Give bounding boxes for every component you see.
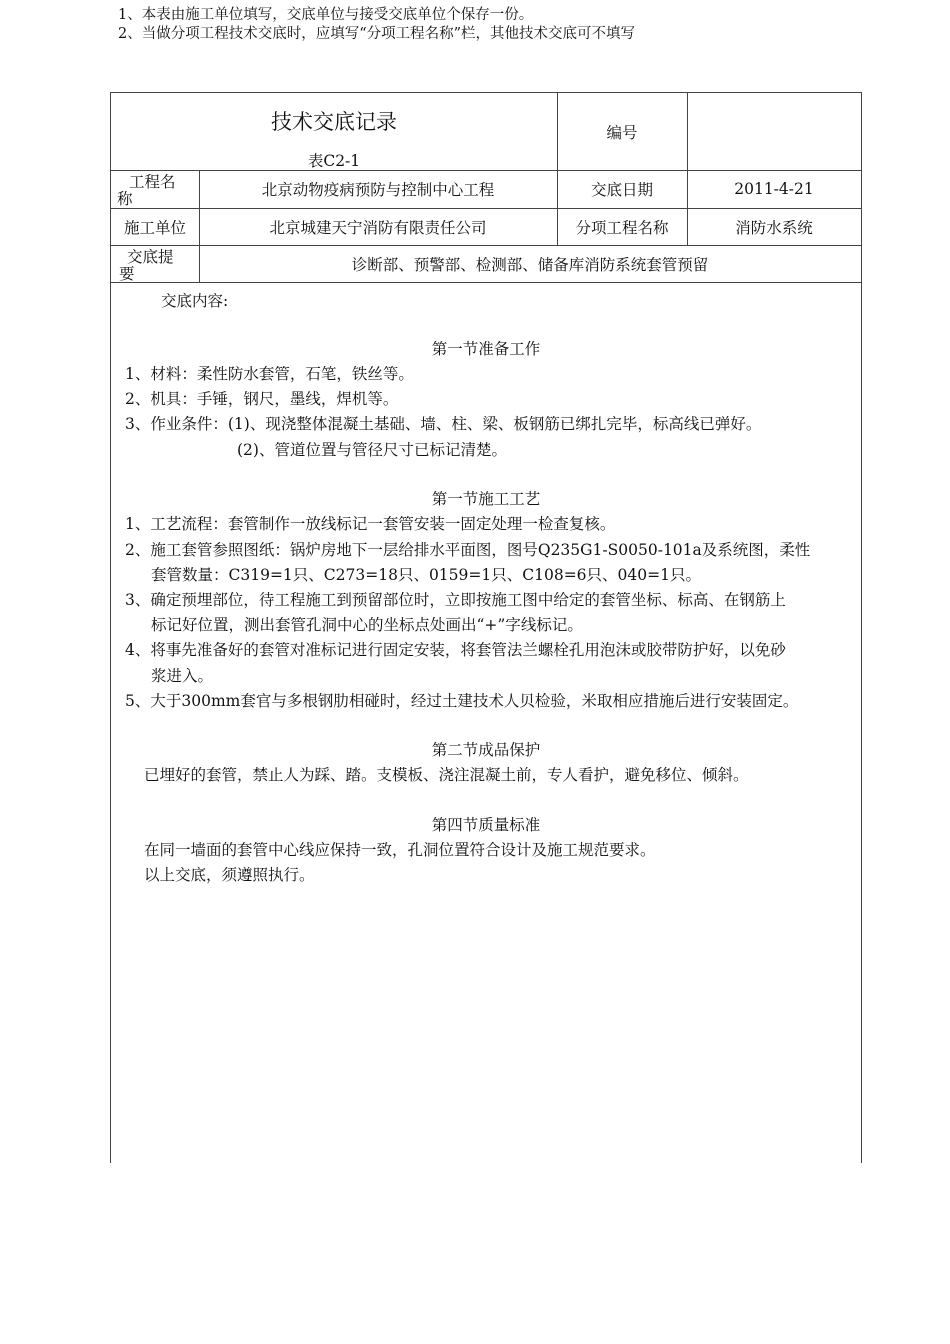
note-line-1: 1、本表由施工单位填写，交底单位与接受交底单位个保存一份。 bbox=[118, 7, 534, 23]
project-name-label-2: 称 bbox=[117, 190, 133, 208]
section-2-line: 浆进入。 bbox=[151, 667, 214, 685]
record-form bbox=[110, 92, 862, 1163]
contractor-value: 北京城建天宁消防有限责任公司 bbox=[269, 218, 487, 237]
project-name-label-1: 工程名 bbox=[129, 173, 176, 191]
number-value bbox=[687, 93, 861, 170]
content-heading: 交底内容: bbox=[161, 292, 229, 310]
section-2-title: 第一节施工工艺 bbox=[431, 490, 541, 508]
section-1-line: 1、材料：柔性防水套管，石笔，铁丝等。 bbox=[125, 365, 414, 383]
form-title: 技术交底记录 bbox=[271, 110, 397, 134]
row-divider bbox=[111, 282, 861, 283]
section-3-line: 已埋好的套管，禁止人为踩、踏。支模板、浇注混凝土前，专人看护，避免移位、倾斜。 bbox=[144, 766, 749, 784]
section-2-line: 5、大于300mm套官与多根钢肋相碰时，经过土建技术人贝检验，米取相应措施后进行安装固定。 bbox=[125, 692, 799, 710]
section-4-title: 第四节质量标准 bbox=[431, 816, 541, 834]
section-1-line: (2)、管道位置与管径尺寸已标记清楚。 bbox=[237, 441, 507, 459]
section-1-title: 第一节准备工作 bbox=[431, 340, 541, 358]
instructions-notes bbox=[118, 6, 738, 44]
subproject-value: 消防水系统 bbox=[735, 218, 813, 237]
summary-label-2: 要 bbox=[119, 265, 135, 283]
section-4-line: 在同一墙面的套管中心线应保持一致，孔洞位置符合设计及施工规范要求。 bbox=[144, 841, 656, 859]
number-label: 编号 bbox=[606, 123, 638, 142]
section-1-line: 3、作业条件：(1)、现浇整体混凝土基础、墙、柱、梁、板钢筋已绑扎完毕，标高线已弹好。 bbox=[125, 415, 762, 433]
section-1-line: 2、机具：手锤，钢尺，墨线，焊机等。 bbox=[125, 390, 399, 408]
note-line-2: 2、当做分项工程技术交底时，应填写“分项工程名称”栏，其他技术交底可不填写 bbox=[118, 26, 636, 42]
subproject-label: 分项工程名称 bbox=[575, 218, 669, 237]
date-label: 交底日期 bbox=[590, 181, 653, 199]
summary-value: 诊断部、预警部、检测部、储备库消防系统套管预留 bbox=[351, 255, 709, 274]
section-4-line: 以上交底，须遵照执行。 bbox=[144, 866, 315, 884]
section-2-line: 套管数量：C319=1只、C273=18只、0159=1只、C108=6只、040=1只。 bbox=[151, 566, 701, 584]
section-3-title: 第二节成品保护 bbox=[431, 741, 541, 759]
project-name-value: 北京动物疫病预防与控制中心工程 bbox=[261, 181, 495, 199]
summary-label-1: 交底提 bbox=[127, 248, 174, 266]
date-value: 2011-4-21 bbox=[734, 180, 814, 198]
section-2-line: 2、施工套管参照图纸：锅炉房地下一层给排水平面图，图号Q235G1-S0050-101a及系统图，柔性 bbox=[125, 541, 811, 559]
section-2-line: 1、工艺流程：套管制作一放线标记一套管安装一固定处理一检查复核。 bbox=[125, 515, 616, 533]
section-2-line: 标记好位置，测出套管孔洞中心的坐标点处画出“+”字线标记。 bbox=[151, 616, 583, 634]
form-number: 表C2-1 bbox=[307, 152, 361, 170]
section-2-line: 4、将事先准备好的套管对准标记进行固定安装，将套管法兰螺栓孔用泡沫或胶带防护好，以免砂 bbox=[125, 641, 786, 659]
section-2-line: 3、确定预埋部位，待工程施工到预留部位时，立即按施工图中给定的套管坐标、标高、在钢筋上 bbox=[125, 591, 786, 609]
contractor-label: 施工单位 bbox=[123, 218, 186, 237]
